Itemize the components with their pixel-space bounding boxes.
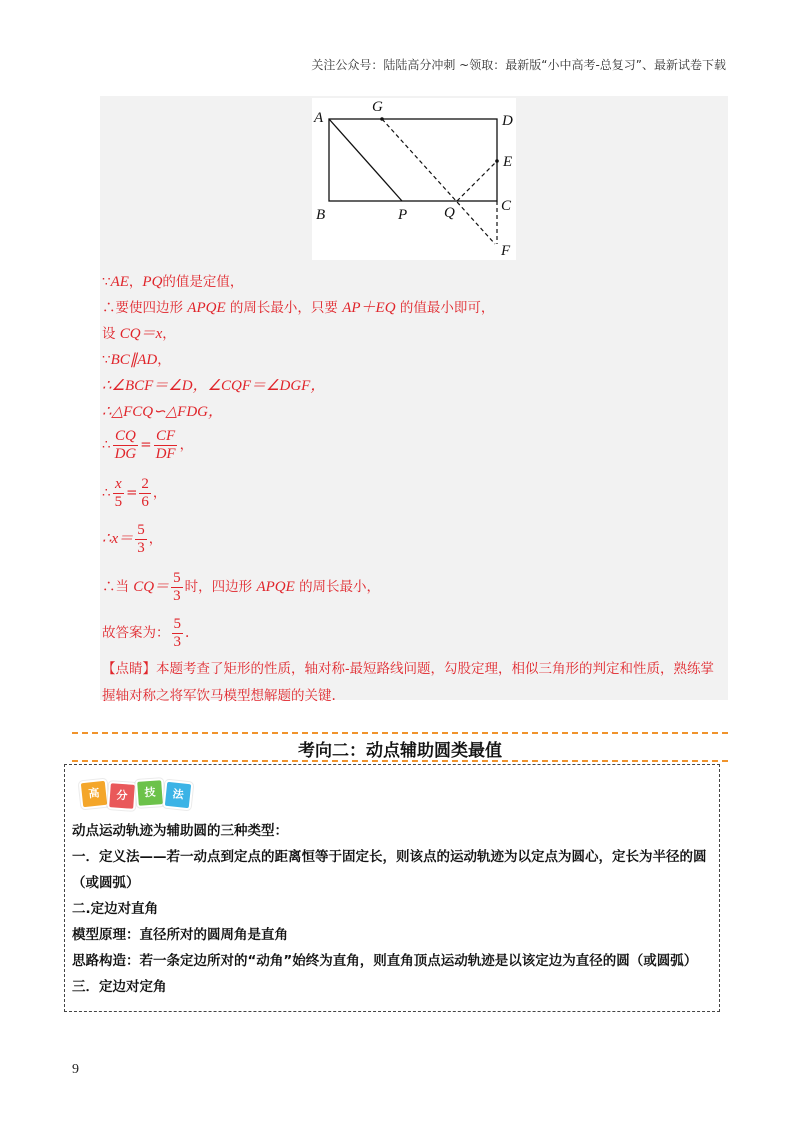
dashed-divider-top	[72, 732, 728, 734]
label-d: D	[502, 113, 513, 129]
page-number: 9	[72, 1062, 79, 1077]
segment-gf-dashed	[382, 119, 495, 244]
tips-line-2: 一．定义法——若一动点到定点的距离恒等于固定长，则该点的运动轨迹为以定点为圆心，定长为半径的圆（或圆弧）	[72, 849, 707, 891]
tips-badge	[80, 774, 200, 810]
badge-char-4: 法	[163, 780, 194, 811]
tips-line-5: 思路构造：若一条定边所对的“动角”始终为直角，则直角顶点运动轨迹是以该定边为直径的圆（或圆弧）	[72, 953, 698, 969]
fraction-cf-df: $\frac{CF}{DF}$	[155, 428, 176, 462]
fraction-x-5: $\frac{x}{5}$	[114, 476, 123, 510]
solution-line-11: 故答案为： $\frac{5}{3}$ .	[102, 616, 190, 650]
rectangle-abcd	[329, 119, 497, 201]
comment-note: 【点睛】本题考查了矩形的性质，轴对称-最短路线问题，勾股定理，相似三角形的判定和性质，熟练掌握轴对称之将军饮马模型想解题的关键.	[102, 661, 715, 704]
segment-qe-dashed	[457, 161, 497, 201]
label-f: F	[501, 243, 511, 259]
section-title-bar	[72, 732, 728, 762]
dashed-divider-bottom	[72, 760, 728, 762]
label-b: B	[316, 207, 326, 223]
solution-line-10: ∴当 CQ＝ $\frac{5}{3}$ 时，四边形 APQE 的周长最小，	[102, 570, 381, 604]
tips-line-1: 动点运动轨迹为辅助圆的三种类型：	[72, 823, 288, 839]
label-e: E	[503, 154, 513, 170]
solution-line-9: ∴x＝ $\frac{5}{3}$ ，	[102, 522, 163, 556]
fraction-cq-dg: $\frac{CQ}{DG}$	[114, 428, 137, 462]
badge-char-1: 高	[79, 779, 110, 810]
solution-line-7: ∴ $\frac{CQ}{DG}$ = $\frac{CF}{DF}$ ，	[102, 428, 194, 462]
label-g: G	[372, 99, 383, 115]
label-q: Q	[444, 205, 455, 221]
fraction-5-3-c: $\frac{5}{3}$	[173, 616, 181, 650]
solution-line-8: ∴ $\frac{x}{5}$ = $\frac{2}{6}$ ，	[102, 476, 167, 510]
label-a: A	[314, 110, 324, 126]
point-g	[380, 117, 384, 121]
solution-line-3: 设 CQ＝x，	[102, 326, 176, 342]
tips-line-3: 二.定边对直角	[72, 901, 159, 917]
solution-line-1: ∵AE，PQ的值是定值，	[102, 274, 244, 290]
tips-text	[72, 818, 712, 1000]
label-p: P	[398, 207, 408, 223]
fraction-5-3-b: $\frac{5}{3}$	[173, 570, 181, 604]
tips-line-6: 三．定边对定角	[72, 979, 167, 995]
point-e	[495, 159, 499, 163]
fraction-2-6: $\frac{2}{6}$	[141, 476, 149, 510]
badge-char-3: 技	[135, 778, 165, 808]
segment-ap	[329, 119, 402, 201]
geometry-figure	[312, 98, 516, 260]
header-note: 关注公众号：陆陆高分冲刺 ~领取：最新版“小中高考-总复习”、最新试卷下载	[311, 58, 726, 72]
fraction-5-3-a: $\frac{5}{3}$	[137, 522, 145, 556]
solution-line-2: ∴要使四边形 APQE 的周长最小，只要 AP＋EQ 的值最小即可，	[102, 300, 495, 316]
label-c: C	[501, 198, 512, 214]
solution-line-4: ∵BC∥AD，	[102, 352, 171, 368]
solution-line-5: ∴∠BCF＝∠D，∠CQF＝∠DGF，	[102, 378, 326, 394]
badge-char-2: 分	[107, 781, 137, 811]
section-title: 考向二：动点辅助圆类最值	[298, 741, 502, 761]
solution-line-6: ∴△FCQ∽△FDG，	[102, 404, 224, 420]
tips-line-4: 模型原理：直径所对的圆周角是直角	[72, 927, 288, 943]
